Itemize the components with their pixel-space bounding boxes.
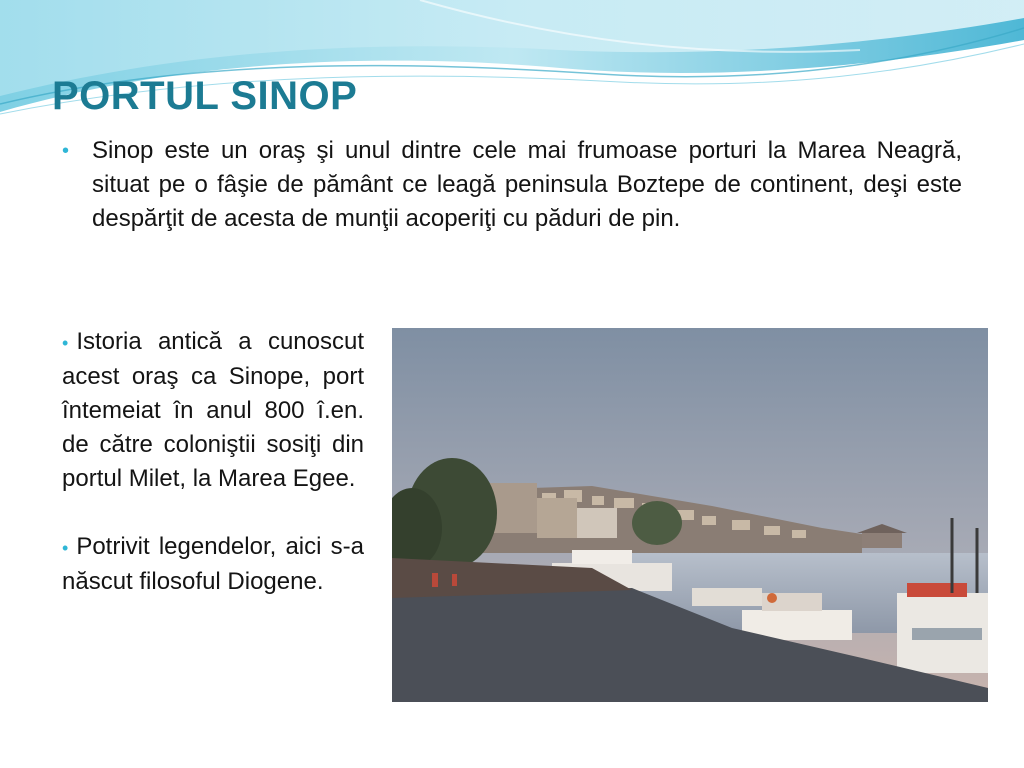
bullet-spacer [62, 496, 364, 530]
bullet-text: Istoria antică a cunoscut acest oraş ca Sinope, port întemeiat în anul 800 î.en. de către coloniştii sosiţi din portul Milet, la Marea Egee. [62, 328, 364, 492]
bullet-item [62, 134, 962, 236]
bullet-item [62, 530, 364, 599]
harbor-photo [392, 328, 988, 702]
bullet-item [62, 325, 364, 496]
top-bullet-list [62, 134, 962, 236]
bullet-text: Sinop este un oraş şi unul dintre cele mai frumoase porturi la Marea Neagră, situat pe o fâşie de pământ ce leagă peninsula Boztepe de continent, deşi este despărţit de acesta de munţii acoperiţi cu păduri de pin. [92, 137, 962, 232]
bullet-text: Potrivit legendelor, aici s-a născut filosoful Diogene. [62, 533, 364, 595]
left-bullet-list [62, 325, 364, 599]
slide-title: PORTUL SINOP [52, 74, 358, 118]
bullet-icon: • [62, 140, 70, 162]
bullet-icon: • [62, 333, 69, 353]
bullet-icon: • [62, 538, 69, 558]
